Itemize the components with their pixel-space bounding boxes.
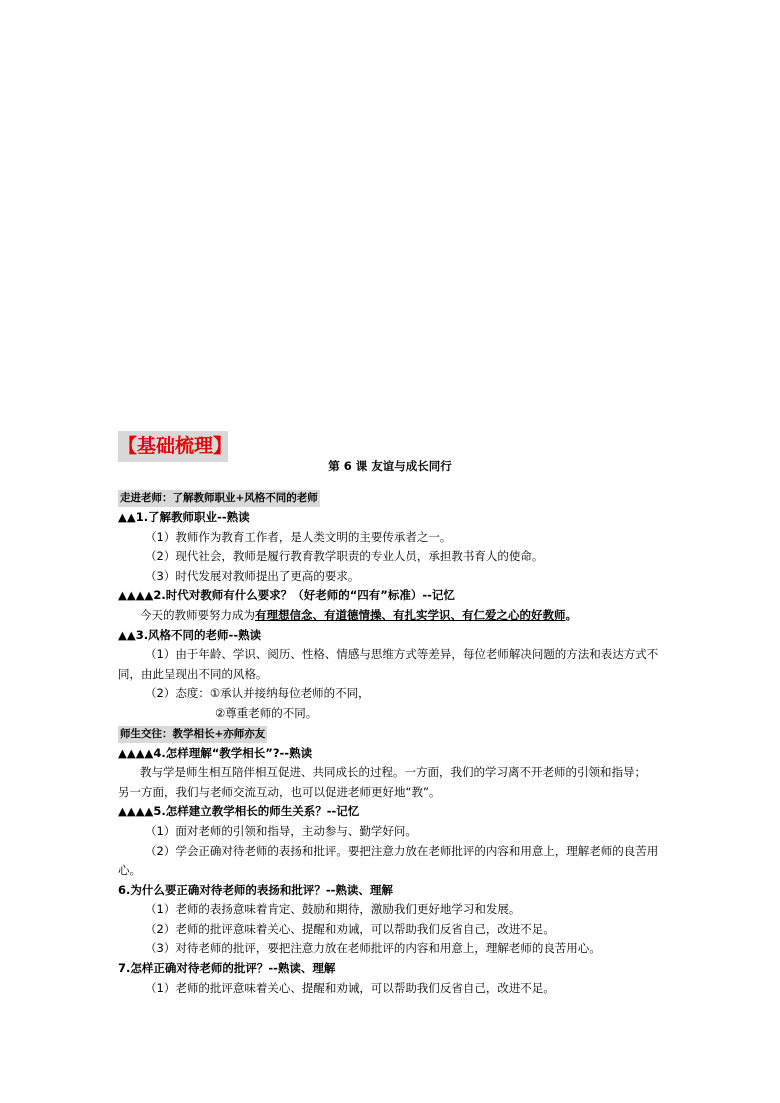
q6-item-2: （2）老师的批评意味着关心、提醒和劝诫，可以帮助我们反省自己，改进不足。 [145, 921, 555, 936]
q7-item-1: （1）老师的批评意味着关心、提醒和劝诫，可以帮助我们反省自己，改进不足。 [145, 980, 555, 995]
q1-item-2: （2）现代社会，教师是履行教育教学职责的专业人员，承担教书育人的使命。 [145, 549, 544, 564]
q1-item-1: （1）教师作为教育工作者，是人类文明的主要传承者之一。 [145, 529, 452, 544]
section-heading-1: 走进老师：了解教师职业+风格不同的老师 [118, 490, 320, 507]
section-heading-2: 师生交往：教学相长+亦师亦友 [118, 726, 267, 743]
q3-item-1a: （1）由于年龄、学识、阅历、性格、情感与思维方式等差异，每位老师解决问题的方法和表达方式不 [145, 647, 659, 662]
q4-para-a: 教与学是师生相互陪伴相互促进、共同成长的过程。一方面，我们的学习离不开老师的引领和指导； [140, 765, 646, 780]
q3-item-1b: 同，由此呈现出不同的风格。 [118, 666, 268, 681]
q3-item-3: ②尊重老师的不同。 [215, 705, 318, 720]
section-banner: 【基础梳理】 [118, 431, 228, 462]
q1-item-3: （3）时代发展对教师提出了更高的要求。 [145, 568, 360, 583]
notes-body [118, 488, 666, 998]
q2-end: 。 [565, 607, 577, 622]
question-6: 6.为什么要正确对待老师的表扬和批评？--熟读、理解 [118, 882, 393, 897]
q2-emphasis: 有理想信念、有道德情操、有扎实学识、有仁爱之心的好教师 [255, 607, 566, 622]
question-4: ▲▲▲▲4.怎样理解“教学相长”?--熟读 [118, 745, 313, 760]
q4-para-b: 另一方面，我们与老师交流互动，也可以促进老师更好地“教”。 [118, 784, 441, 799]
q2-lead: 今天的教师要努力成为 [140, 607, 255, 622]
question-2: ▲▲▲▲2.时代对教师有什么要求？（好老师的“四有”标准）--记忆 [118, 588, 455, 603]
question-1: ▲▲1.了解教师职业--熟读 [118, 510, 250, 524]
q3-item-2: （2）态度：①承认并接纳每位老师的不同， [145, 686, 370, 701]
question-5: ▲▲▲▲5.怎样建立教学相长的师生关系？--记忆 [118, 804, 360, 819]
q5-item-2a: （2）学会正确对待老师的表扬和批评。要把注意力放在老师批评的内容和用意上，理解老师的良苦用 [145, 843, 659, 858]
q2-answer [118, 606, 666, 626]
lesson-title: 第 6 课 友谊与成长同行 [328, 459, 452, 473]
question-7: 7.怎样正确对待老师的批评？--熟读、理解 [118, 961, 336, 976]
question-3: ▲▲3.风格不同的老师--熟读 [118, 627, 262, 642]
q5-item-1: （1）面对老师的引领和指导，主动参与、勤学好问。 [145, 823, 417, 838]
q6-item-3: （3）对待老师的批评，要把注意力放在老师批评的内容和用意上，理解老师的良苦用心。 [145, 941, 601, 956]
q6-item-1: （1）老师的表扬意味着肯定、鼓励和期待，激励我们更好地学习和发展。 [145, 902, 521, 917]
q5-item-2b: 心。 [118, 863, 141, 878]
